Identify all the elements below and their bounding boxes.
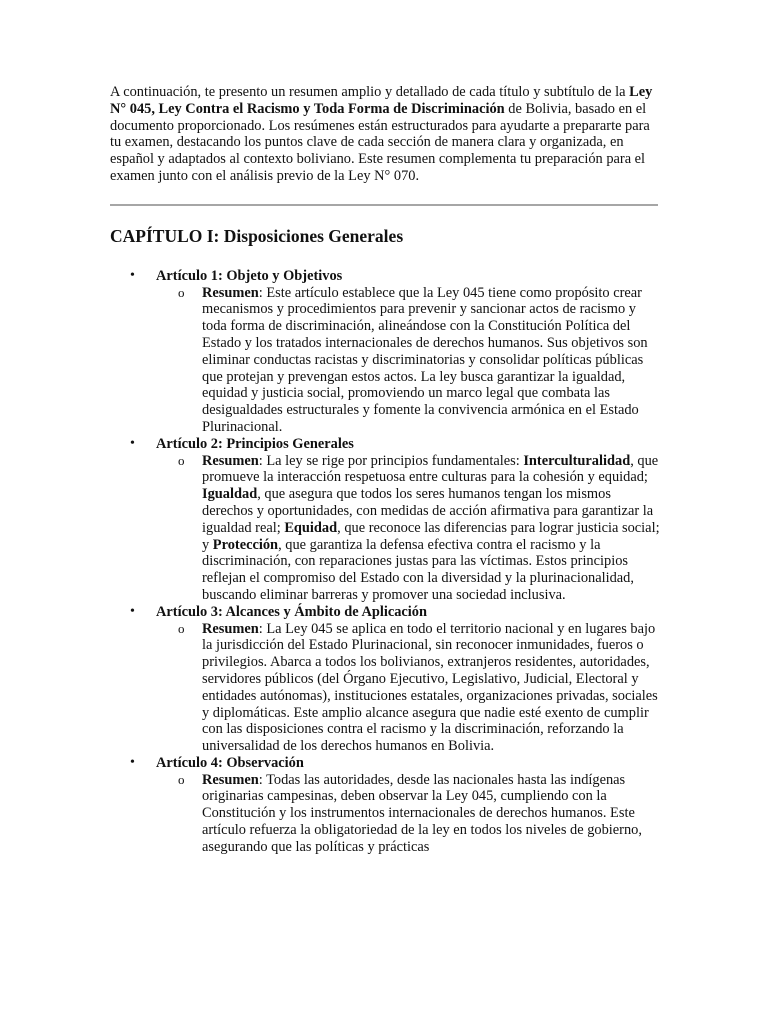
summary-text: , que promueve la interacción respetuosa entre culturas para la cohesión y equidad; <box>202 452 659 486</box>
summary-label: Resumen <box>202 620 259 637</box>
chapter-heading: CAPÍTULO I: Disposiciones Generales <box>110 225 404 246</box>
intro-text-1: A continuación, te presento un resumen amplio y detallado de cada título y subtítulo de la <box>110 84 630 100</box>
summary-text: , que garantiza la defensa efectiva contra el racismo y la discriminación, con reparaciones justas para las víctimas. Estos principios reflejan el compromiso del Estado con la diversidad y la plurinacionalidad, buscando eliminar barreras y promover una sociedad inclusiva. <box>202 536 634 603</box>
article-item-3 <box>110 604 660 755</box>
article-item-2 <box>110 436 660 604</box>
article-title: Artículo 2: Principios Generales <box>156 435 354 452</box>
principle-term: Protección <box>212 536 279 553</box>
summary-text: : Todas las autoridades, desde las nacionales hasta las indígenas originarias campesinas, deben observar la Ley 045, cumpliendo con la Constitución y los instrumentos internacionales de derechos humanos. Este artículo refuerza la obligatoriedad de la ley en todos los niveles de gobierno, asegurando que las políticas y prácticas <box>202 771 642 855</box>
article-summary <box>156 285 660 436</box>
principle-term: Interculturalidad <box>523 452 631 469</box>
summary-label: Resumen <box>202 771 259 788</box>
summary-text: , que asegura que todos los seres humanos tengan los mismos derechos y oportunidades, con medidas de acción afirmativa para garantizar la igualdad real; <box>202 486 654 536</box>
article-summary <box>156 621 660 755</box>
summary-label: Resumen <box>202 284 259 301</box>
horizontal-divider <box>110 204 658 206</box>
article-title: Artículo 4: Observación <box>156 754 304 771</box>
summary-text: : La ley se rige por principios fundamentales: <box>258 452 524 469</box>
circle-bullet-icon: o <box>178 771 185 787</box>
article-item-1 <box>110 268 660 436</box>
intro-text-2: de Bolivia, basado en el documento proporcionado. Los resúmenes están estructurados para ayudarte a prepararte para tu examen, destacando los puntos clave de cada sección de manera clara y organizada, en español y adaptados al contexto boliviano. Este resumen complementa tu preparación para el examen junto con el análisis previo de la Ley N° 070. <box>110 100 650 184</box>
article-summary <box>156 453 660 604</box>
bullet-icon: • <box>130 267 135 283</box>
law-name: Ley N° 045, Ley Contra el Racismo y Toda Forma de Discriminación <box>110 84 653 117</box>
circle-bullet-icon: o <box>178 284 185 300</box>
bullet-icon: • <box>130 435 135 451</box>
principle-term: Igualdad <box>202 486 258 503</box>
principle-term: Equidad <box>284 519 338 536</box>
article-summary <box>156 772 660 856</box>
summary-text: : La Ley 045 se aplica en todo el territorio nacional y en lugares bajo la jurisdicción del Estado Plurinacional, sin reconocer inmunidades, fueros o privilegios. Abarca a todos los bolivianos, extranjeros residentes, autoridades, servidores públicos (del Órgano Ejecutivo, Legislativo, Judicial, Electoral y entidades autónomas), instituciones estatales, organizaciones privadas, sociales y diplomáticas. Este amplio alcance asegura que nadie esté exento de cumplir con las disposiciones contra el racismo y la discriminación, reforzando la universalidad de los derechos humanos en Bolivia. <box>202 620 658 755</box>
intro-paragraph <box>110 84 660 185</box>
article-item-4 <box>110 755 660 856</box>
summary-label: Resumen <box>202 452 259 469</box>
summary-text: : Este artículo establece que la Ley 045 tiene como propósito crear mecanismos y procedimientos para prevenir y sancionar actos de racismo y toda forma de discriminación, alineándose con la Constitución Política del Estado y los tratados internacionales de derechos humanos. Sus objetivos son eliminar conductas racistas y discriminatorias y consolidar políticas públicas que protejan y prevengan estos actos. La ley busca garantizar la igualdad, equidad y justicia social, promoviendo un marco legal que combata las desigualdades estructurales y fomente la convivencia armónica en el Estado Plurinacional. <box>202 284 648 435</box>
article-title: Artículo 1: Objeto y Objetivos <box>156 267 343 284</box>
circle-bullet-icon: o <box>178 620 185 636</box>
bullet-icon: • <box>130 603 135 619</box>
article-list <box>110 268 660 856</box>
circle-bullet-icon: o <box>178 452 185 468</box>
bullet-icon: • <box>130 754 135 770</box>
article-title: Artículo 3: Alcances y Ámbito de Aplicación <box>156 603 428 620</box>
summary-text: , que reconoce las diferencias para lograr justicia social; y <box>202 519 660 553</box>
document-page <box>110 84 660 856</box>
